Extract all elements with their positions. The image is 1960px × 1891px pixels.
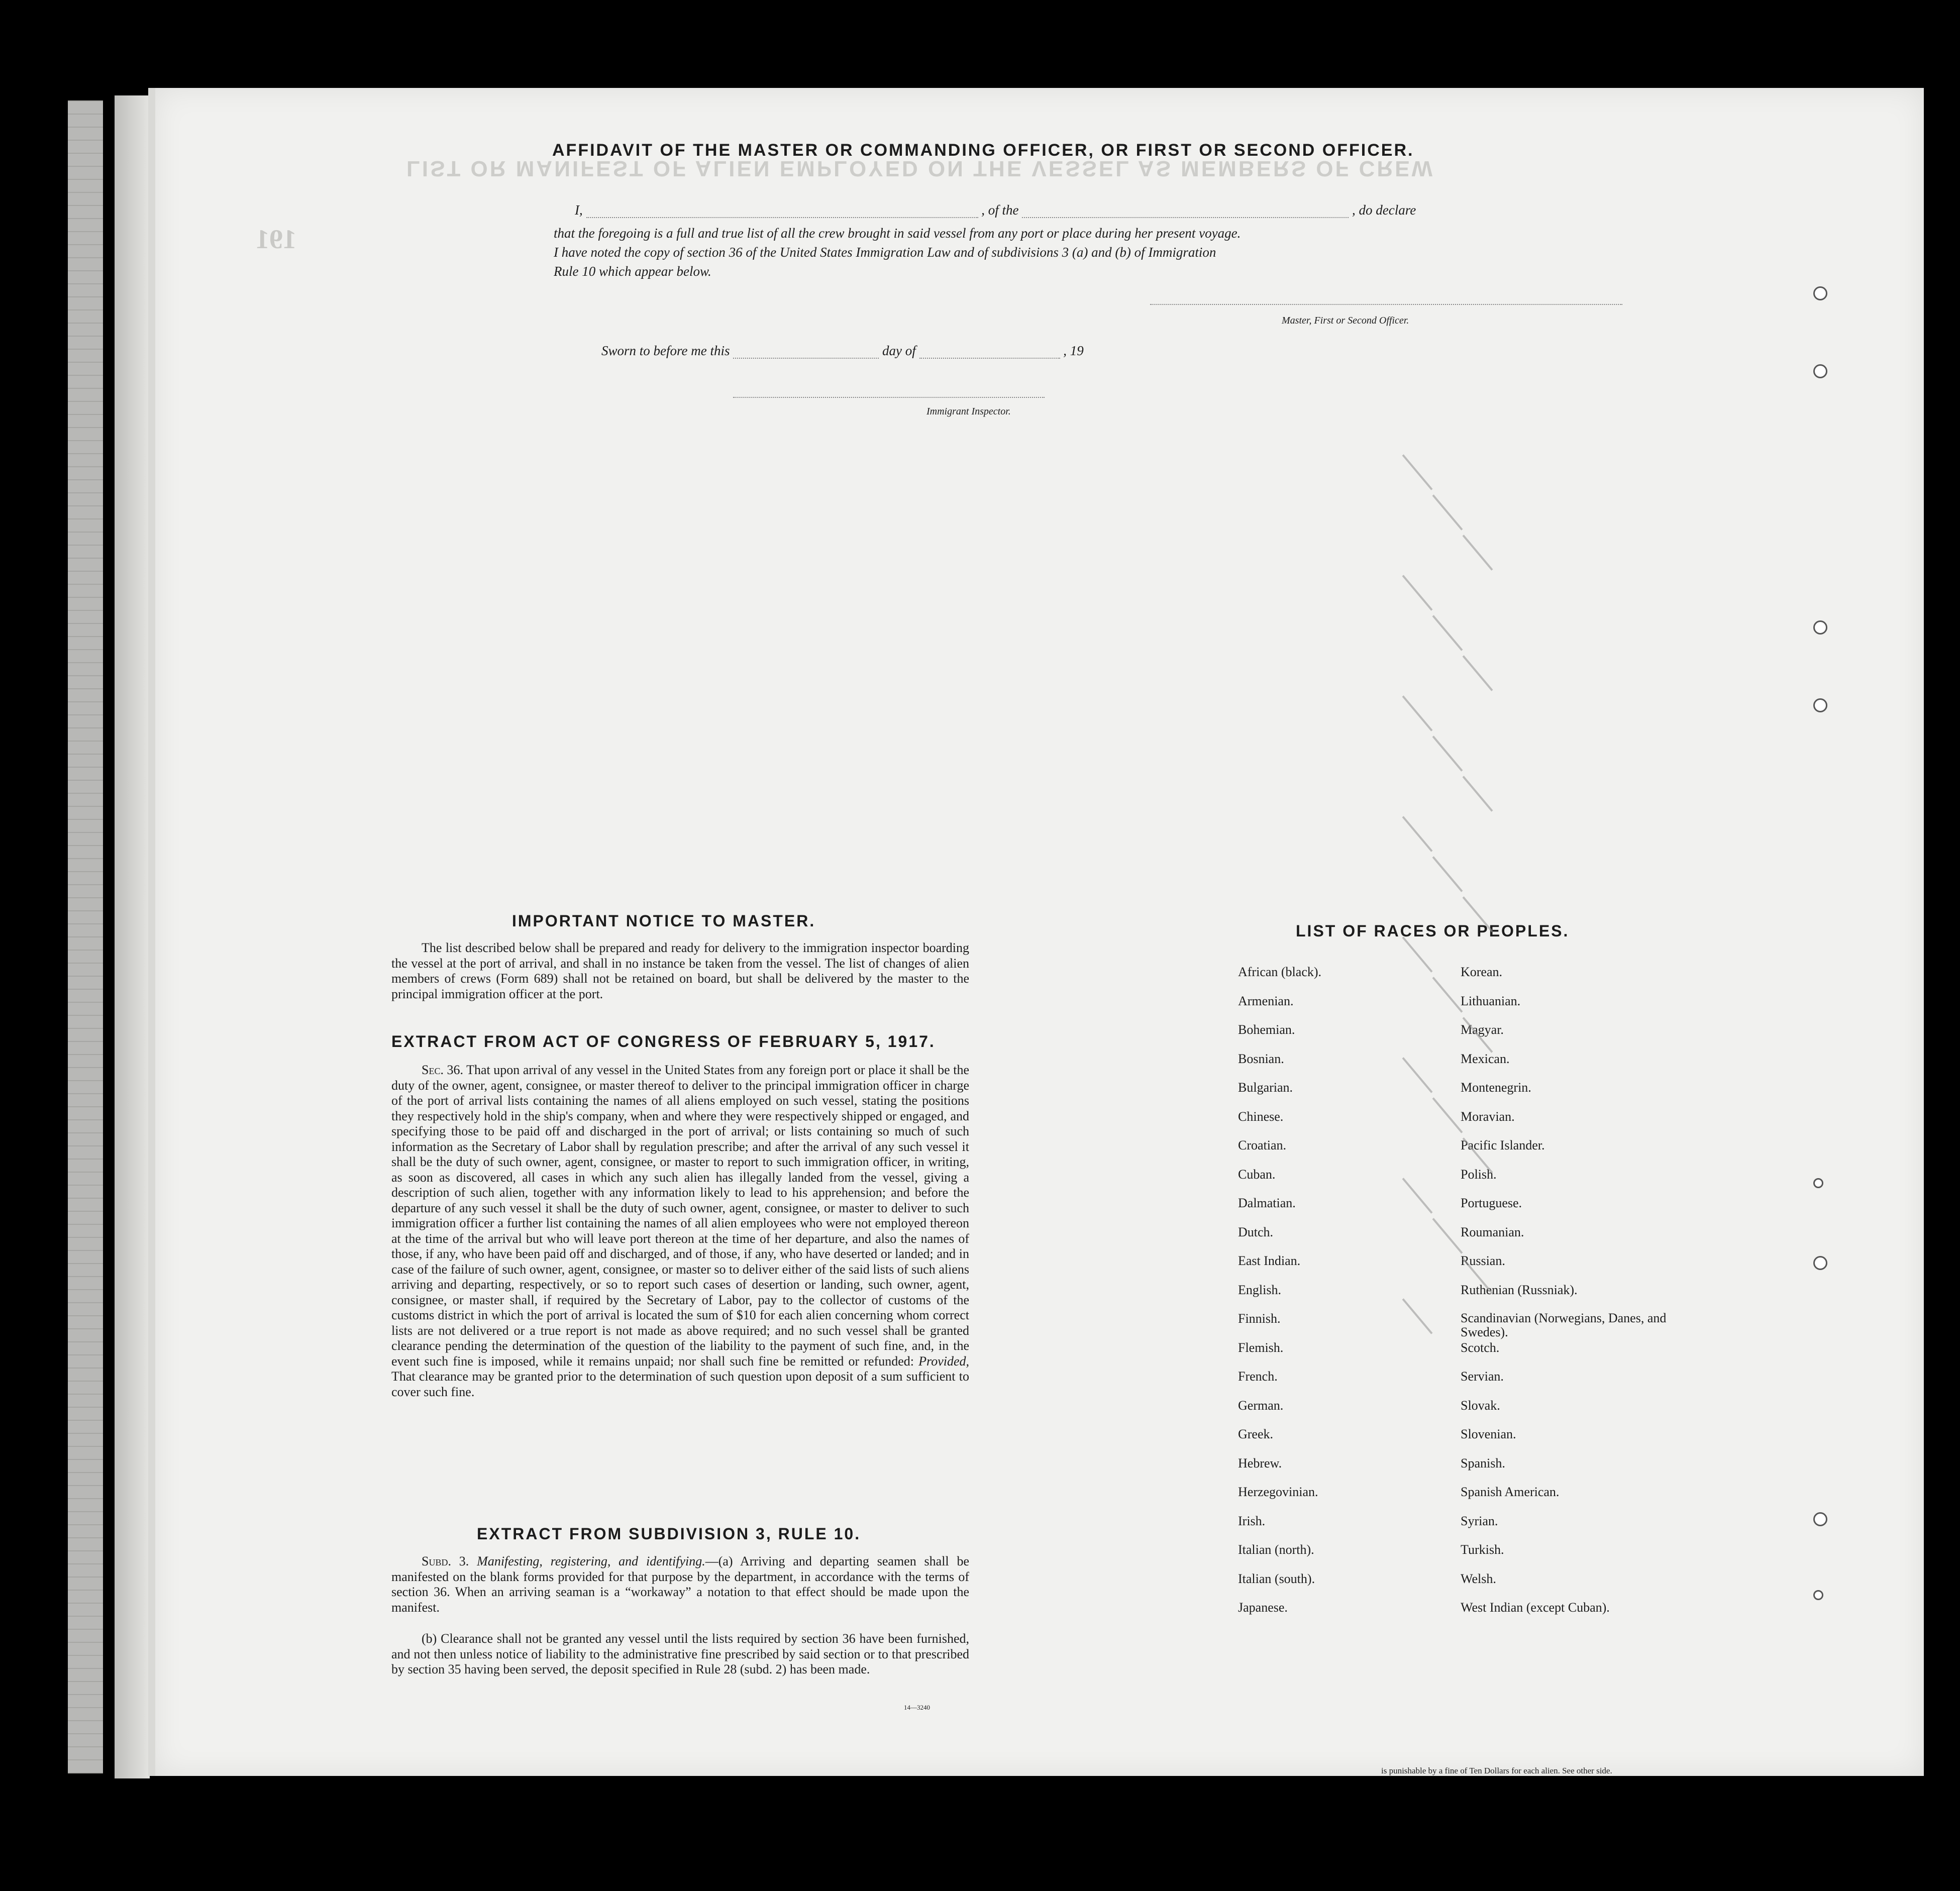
underlying-page-edge <box>115 95 150 1778</box>
race-item: Dalmatian. <box>1238 1196 1296 1210</box>
affidavit-line-3: I have noted the copy of section 36 of the United States Immigration Law and of subdivisions 3 (a) and (b) of Immigration <box>554 245 1216 260</box>
act-text <box>391 1063 969 1400</box>
punch-hole <box>1813 620 1827 635</box>
pencil-mark <box>1402 1298 1433 1334</box>
race-item: Syrian. <box>1461 1513 1498 1528</box>
punch-hole <box>1813 1178 1823 1188</box>
inspector-signature-line[interactable] <box>733 397 1045 398</box>
race-item: Flemish. <box>1238 1340 1284 1355</box>
sworn-day-blank[interactable] <box>733 358 879 359</box>
pencil-check-marks <box>1356 450 1557 1454</box>
affidavit-of-the: , of the <box>981 202 1019 218</box>
race-item: Croatian. <box>1238 1138 1287 1152</box>
race-item: Greek. <box>1238 1427 1274 1441</box>
pencil-mark <box>1432 736 1463 772</box>
race-item: Lithuanian. <box>1461 993 1521 1008</box>
race-item: Armenian. <box>1238 993 1294 1008</box>
race-item: Pacific Islander. <box>1461 1138 1545 1152</box>
race-item: French. <box>1238 1369 1278 1384</box>
pencil-mark <box>1463 896 1493 932</box>
punch-hole <box>1813 698 1827 712</box>
race-item: Japanese. <box>1238 1600 1288 1615</box>
race-item: Cuban. <box>1238 1167 1276 1182</box>
race-item: German. <box>1238 1398 1284 1413</box>
pencil-mark <box>1402 936 1433 973</box>
race-item: Slovenian. <box>1461 1427 1516 1441</box>
race-item: Spanish American. <box>1461 1485 1560 1499</box>
master-signature-label: Master, First or Second Officer. <box>1282 315 1409 326</box>
pencil-mark <box>1402 695 1433 731</box>
act-sec: Sec. 36. <box>422 1063 464 1077</box>
sworn-month-blank[interactable] <box>919 358 1060 359</box>
race-item: Korean. <box>1461 965 1503 979</box>
race-item: Irish. <box>1238 1513 1266 1528</box>
race-item: Moravian. <box>1461 1109 1515 1124</box>
pencil-mark <box>1432 977 1463 1013</box>
pencil-mark <box>1402 816 1433 852</box>
bottom-note: is punishable by a fine of Ten Dollars for each alien. See other side. <box>1381 1766 1612 1775</box>
pencil-mark <box>1463 1017 1493 1053</box>
race-item: Spanish. <box>1461 1455 1505 1470</box>
margin-number: 191 <box>256 224 296 254</box>
name-blank[interactable] <box>586 217 978 218</box>
race-item: Polish. <box>1461 1167 1497 1182</box>
race-item: Finnish. <box>1238 1311 1281 1326</box>
race-item: Welsh. <box>1461 1571 1496 1586</box>
year-text: , 19 <box>1063 343 1084 358</box>
rule-body-a: —(a) Arriving and departing seamen shall be manifested on the blank forms provided for that purpose by the department, in accordance with the terms of section 36. When an arriving seaman is a “workaway” a notation to that effect should be made upon the manifest. <box>391 1554 970 1615</box>
race-item: English. <box>1238 1282 1281 1297</box>
pencil-mark <box>1402 1178 1433 1214</box>
race-item: Hebrew. <box>1238 1455 1282 1470</box>
sworn-text: Sworn to before me this <box>601 343 730 358</box>
race-item: Montenegrin. <box>1461 1080 1531 1095</box>
race-item: Scotch. <box>1461 1340 1500 1355</box>
affidavit-do-declare: , do declare <box>1352 202 1416 218</box>
race-item: Slovak. <box>1461 1398 1500 1413</box>
pencil-mark <box>1432 1097 1463 1133</box>
race-item: Turkish. <box>1461 1542 1504 1557</box>
pencil-mark <box>1432 494 1463 531</box>
rule-subd-title: Manifesting, registering, and identifying. <box>477 1554 705 1568</box>
master-signature-line[interactable] <box>1150 304 1622 305</box>
pencil-mark <box>1463 535 1493 571</box>
affidavit-line-1 <box>575 202 1416 218</box>
race-item: Bulgarian. <box>1238 1080 1293 1095</box>
pencil-mark <box>1402 575 1433 611</box>
rule-heading: EXTRACT FROM SUBDIVISION 3, RULE 10. <box>477 1525 861 1543</box>
inspector-label: Immigrant Inspector. <box>926 406 1011 417</box>
pencil-mark <box>1463 1258 1493 1294</box>
race-item: Herzegovinian. <box>1238 1485 1318 1499</box>
act-body: That upon arrival of any vessel in the United States from any foreign port or place it shall be the duty of the owner, agent, consignee, or master thereof to deliver to the principal immigration officer in charge of the port of arrival lists containing the names of all aliens employed on such vessel, stating the positions they respectively hold in the ship's company, when and where they were respectively shipped or engaged, and specifying those to be paid off and discharged in the port of arrival; or lists containing so much of such information as the Secretary of Labor shall by regulation prescribe; and after the arrival of any such vessel it shall be the duty of such owner, agent, consignee, or master to report to such immigration officer, in writing, as soon as discovered, all cases in which any such alien has illegally landed from the vessel, giving a description of such alien, together with any information likely to lead to his apprehension; and before the departure of any such vessel it shall be the duty of such owner, agent, consignee, or master to deliver to such immigration officer a further list containing the names of all alien employees who were not employed thereon at the time of the arrival but who will leave port thereon at the time of her departure, and also the names of those, if any, who have been paid off and discharged, and of those, if any, who have deserted or landed; and in case of the failure of such owner, agent, consignee, or master so to deliver either of the said lists of such aliens arriving and departing, respectively, or so to report such cases of desertion or landing, such owner, agent, consignee, or master shall, if required by the Secretary of Labor, pay to the collector of customs of the customs district in which the port of arrival is located the sum of $10 for each alien concerning whom correct lists are not delivered or a true report is not made as above required; and no such vessel shall be granted clearance pending the determination of the question of the liability to the payment of such fine, and, in the event such fine is imposed, while it remains unpaid; nor shall such fine be remitted or refunded: <box>391 1063 970 1369</box>
race-item: East Indian. <box>1238 1253 1301 1268</box>
race-item: African (black). <box>1238 965 1322 979</box>
act-heading: EXTRACT FROM ACT OF CONGRESS OF FEBRUARY 5, 1917. <box>391 1032 936 1050</box>
race-item: Russian. <box>1461 1253 1505 1268</box>
pencil-mark <box>1402 454 1433 490</box>
punch-hole <box>1813 1512 1827 1526</box>
pencil-mark <box>1463 655 1493 691</box>
form-number: 14—3240 <box>904 1704 930 1711</box>
races-heading: LIST OF RACES OR PEOPLES. <box>1296 922 1570 940</box>
pencil-mark <box>1463 1137 1493 1174</box>
race-item: Ruthenian (Russniak). <box>1461 1282 1578 1297</box>
race-item: Chinese. <box>1238 1109 1284 1124</box>
act-provided: Provided, <box>918 1353 969 1369</box>
race-item: Bosnian. <box>1238 1051 1284 1066</box>
race-item: Portuguese. <box>1461 1196 1522 1210</box>
affidavit-line-4: Rule 10 which appear below. <box>554 264 711 279</box>
affidavit-title: AFFIDAVIT OF THE MASTER OR COMMANDING OFFICER, OR FIRST OR SECOND OFFICER. <box>552 141 1414 160</box>
rule-subd: Subd. 3. <box>422 1554 469 1568</box>
bleed-through-title: LIST OR MANIFEST OF ALIEN EMPLOYED ON THE VESSEL AS MEMBERS OF CREW <box>406 156 1435 181</box>
notice-heading: IMPORTANT NOTICE TO MASTER. <box>512 912 816 930</box>
pencil-mark <box>1402 1057 1433 1093</box>
underlying-page-grid <box>68 100 103 1773</box>
race-item: Dutch. <box>1238 1224 1274 1239</box>
race-item: Mexican. <box>1461 1051 1510 1066</box>
race-item: Italian (south). <box>1238 1571 1315 1586</box>
race-item: West Indian (except Cuban). <box>1461 1600 1610 1615</box>
sworn-line <box>601 343 1084 359</box>
rule-text-b: (b) Clearance shall not be granted any vessel until the lists required by section 36 have been furnished, and not then unless notice of liability to the administrative fine prescribed by said section or to that prescribed by section 35 having been served, the deposit specified in Rule 28 (subd. 2) has been made. <box>391 1631 969 1676</box>
manifest-page <box>148 88 1924 1776</box>
rule-text-a <box>391 1554 969 1615</box>
day-of-text: day of <box>882 343 916 358</box>
affidavit-line-2: that the foregoing is a full and true list of all the crew brought in said vessel from any port or place during her present voyage. <box>554 226 1241 241</box>
pencil-mark <box>1463 776 1493 812</box>
punch-hole <box>1813 364 1827 378</box>
punch-hole <box>1813 1590 1823 1600</box>
race-item: Bohemian. <box>1238 1022 1295 1037</box>
race-item: Magyar. <box>1461 1022 1504 1037</box>
pencil-mark <box>1432 1218 1463 1254</box>
pencil-mark <box>1432 615 1463 651</box>
race-item: Servian. <box>1461 1369 1504 1384</box>
act-body-end: That clearance may be granted prior to the determination of such question upon deposit of a sum sufficient to cover such fine. <box>391 1369 969 1399</box>
affidavit-i: I, <box>575 202 583 218</box>
race-item: Roumanian. <box>1461 1224 1524 1239</box>
punch-hole <box>1813 286 1827 300</box>
race-item: Scandinavian (Norwegians, Danes, and Swedes). <box>1461 1311 1667 1339</box>
race-item: Italian (north). <box>1238 1542 1314 1557</box>
vessel-blank[interactable] <box>1022 217 1349 218</box>
notice-text: The list described below shall be prepared and ready for delivery to the immigration inspector boarding the vessel at the port of arrival, and shall in no instance be taken from the vessel. The list of changes of alien members of crews (Form 689) shall not be retained on board, but shall be delivered by the master to the principal immigration officer at the port. <box>391 940 969 1001</box>
pencil-mark <box>1432 856 1463 892</box>
punch-hole <box>1813 1256 1827 1270</box>
